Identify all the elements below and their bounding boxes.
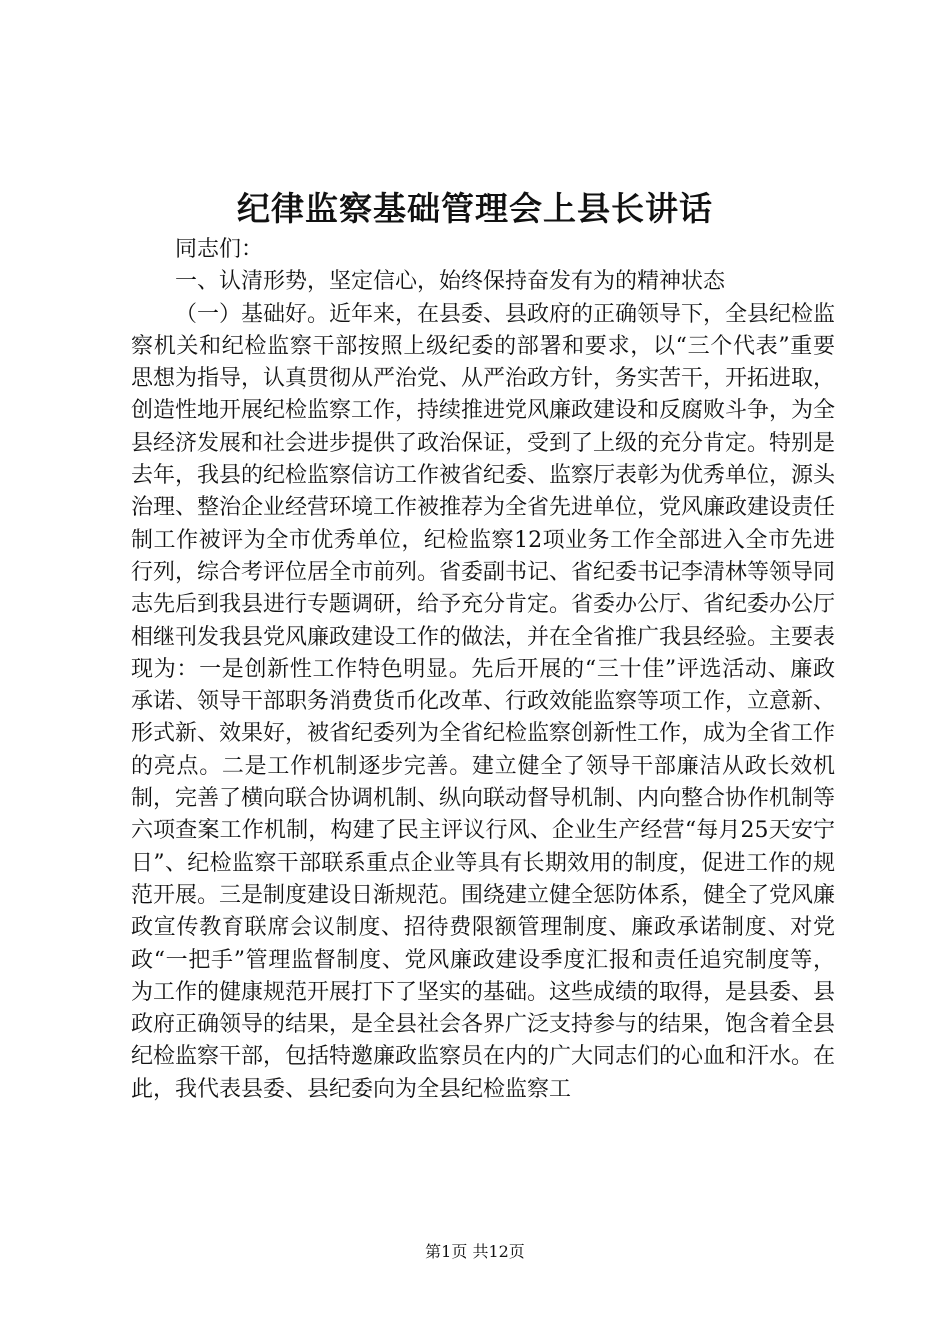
page-number-footer: 第1页 共12页 <box>425 1242 525 1261</box>
salutation-paragraph: 同志们： <box>175 237 264 262</box>
document-title: 纪律监察基础管理会上县长讲话 <box>237 189 713 228</box>
document-body <box>131 234 835 1106</box>
section-heading-paragraph: 一、认清形势，坚定信心，始终保持奋发有为的精神状态 <box>175 269 726 295</box>
body-paragraph: （一）基础好。近年来，在县委、县政府的正确领导下，全县纪检监察机关和纪检监察干部按照上级纪委的部署和要求，以“三个代表”重要思想为指导，认真贯彻从严治党、从严治政方针，务实苦干，开拓进取，创造性地开展纪检监察工作，持续推进党风廉政建设和反腐败斗争，为全县经济发展和社会进步提供了政治保证，受到了上级的充分肯定。特别是去年，我县的纪检监察信访工作被省纪委、监察厅表彰为优秀单位，源头治理、整治企业经营环境工作被推荐为全省先进单位，党风廉政建设责任制工作被评为全市优秀单位，纪检监察12项业务工作全部进入全市先进行列，综合考评位居全市前列。省委副书记、省纪委书记李清林等领导同志先后到我县进行专题调研，给予充分肯定。省委办公厅、省纪委办公厅相继刊发我县党风廉政建设工作的做法，并在全省推广我县经验。主要表现为：一是创新性工作特色明显。先后开展的“三十佳”评选活动、廉政承诺、领导干部职务消费货币化改革、行政效能监察等项工作，立意新、形式新、效果好，被省纪委列为全省纪检监察创新性工作，成为全省工作的亮点。二是工作机制逐步完善。建立健全了领导干部廉洁从政长效机制，完善了横向联合协调机制、纵向联动督导机制、内向整合协作机制等六项查案工作机制，构建了民主评议行风、企业生产经营“每月25天安宁日”、纪检监察干部联系重点企业等具有长期效用的制度，促进工作的规范开展。三是制度建设日渐规范。围绕建立健全惩防体系，健全了党风廉政宣传教育联席会议制度、招待费限额管理制度、廉政承诺制度、对党政“一把手”管理监督制度、党风廉政建设季度汇报和责任追究制度等，为工作的健康规范开展打下了坚实的基础。这些成绩的取得，是县委、县政府正确领导的结果，是全县社会各界广泛支持参与的结果，饱含着全县纪检监察干部，包括特邀廉政监察员在内的广大同志们的心血和汗水。在此，我代表县委、县纪委向为全县纪检监察工 <box>131 301 836 1102</box>
